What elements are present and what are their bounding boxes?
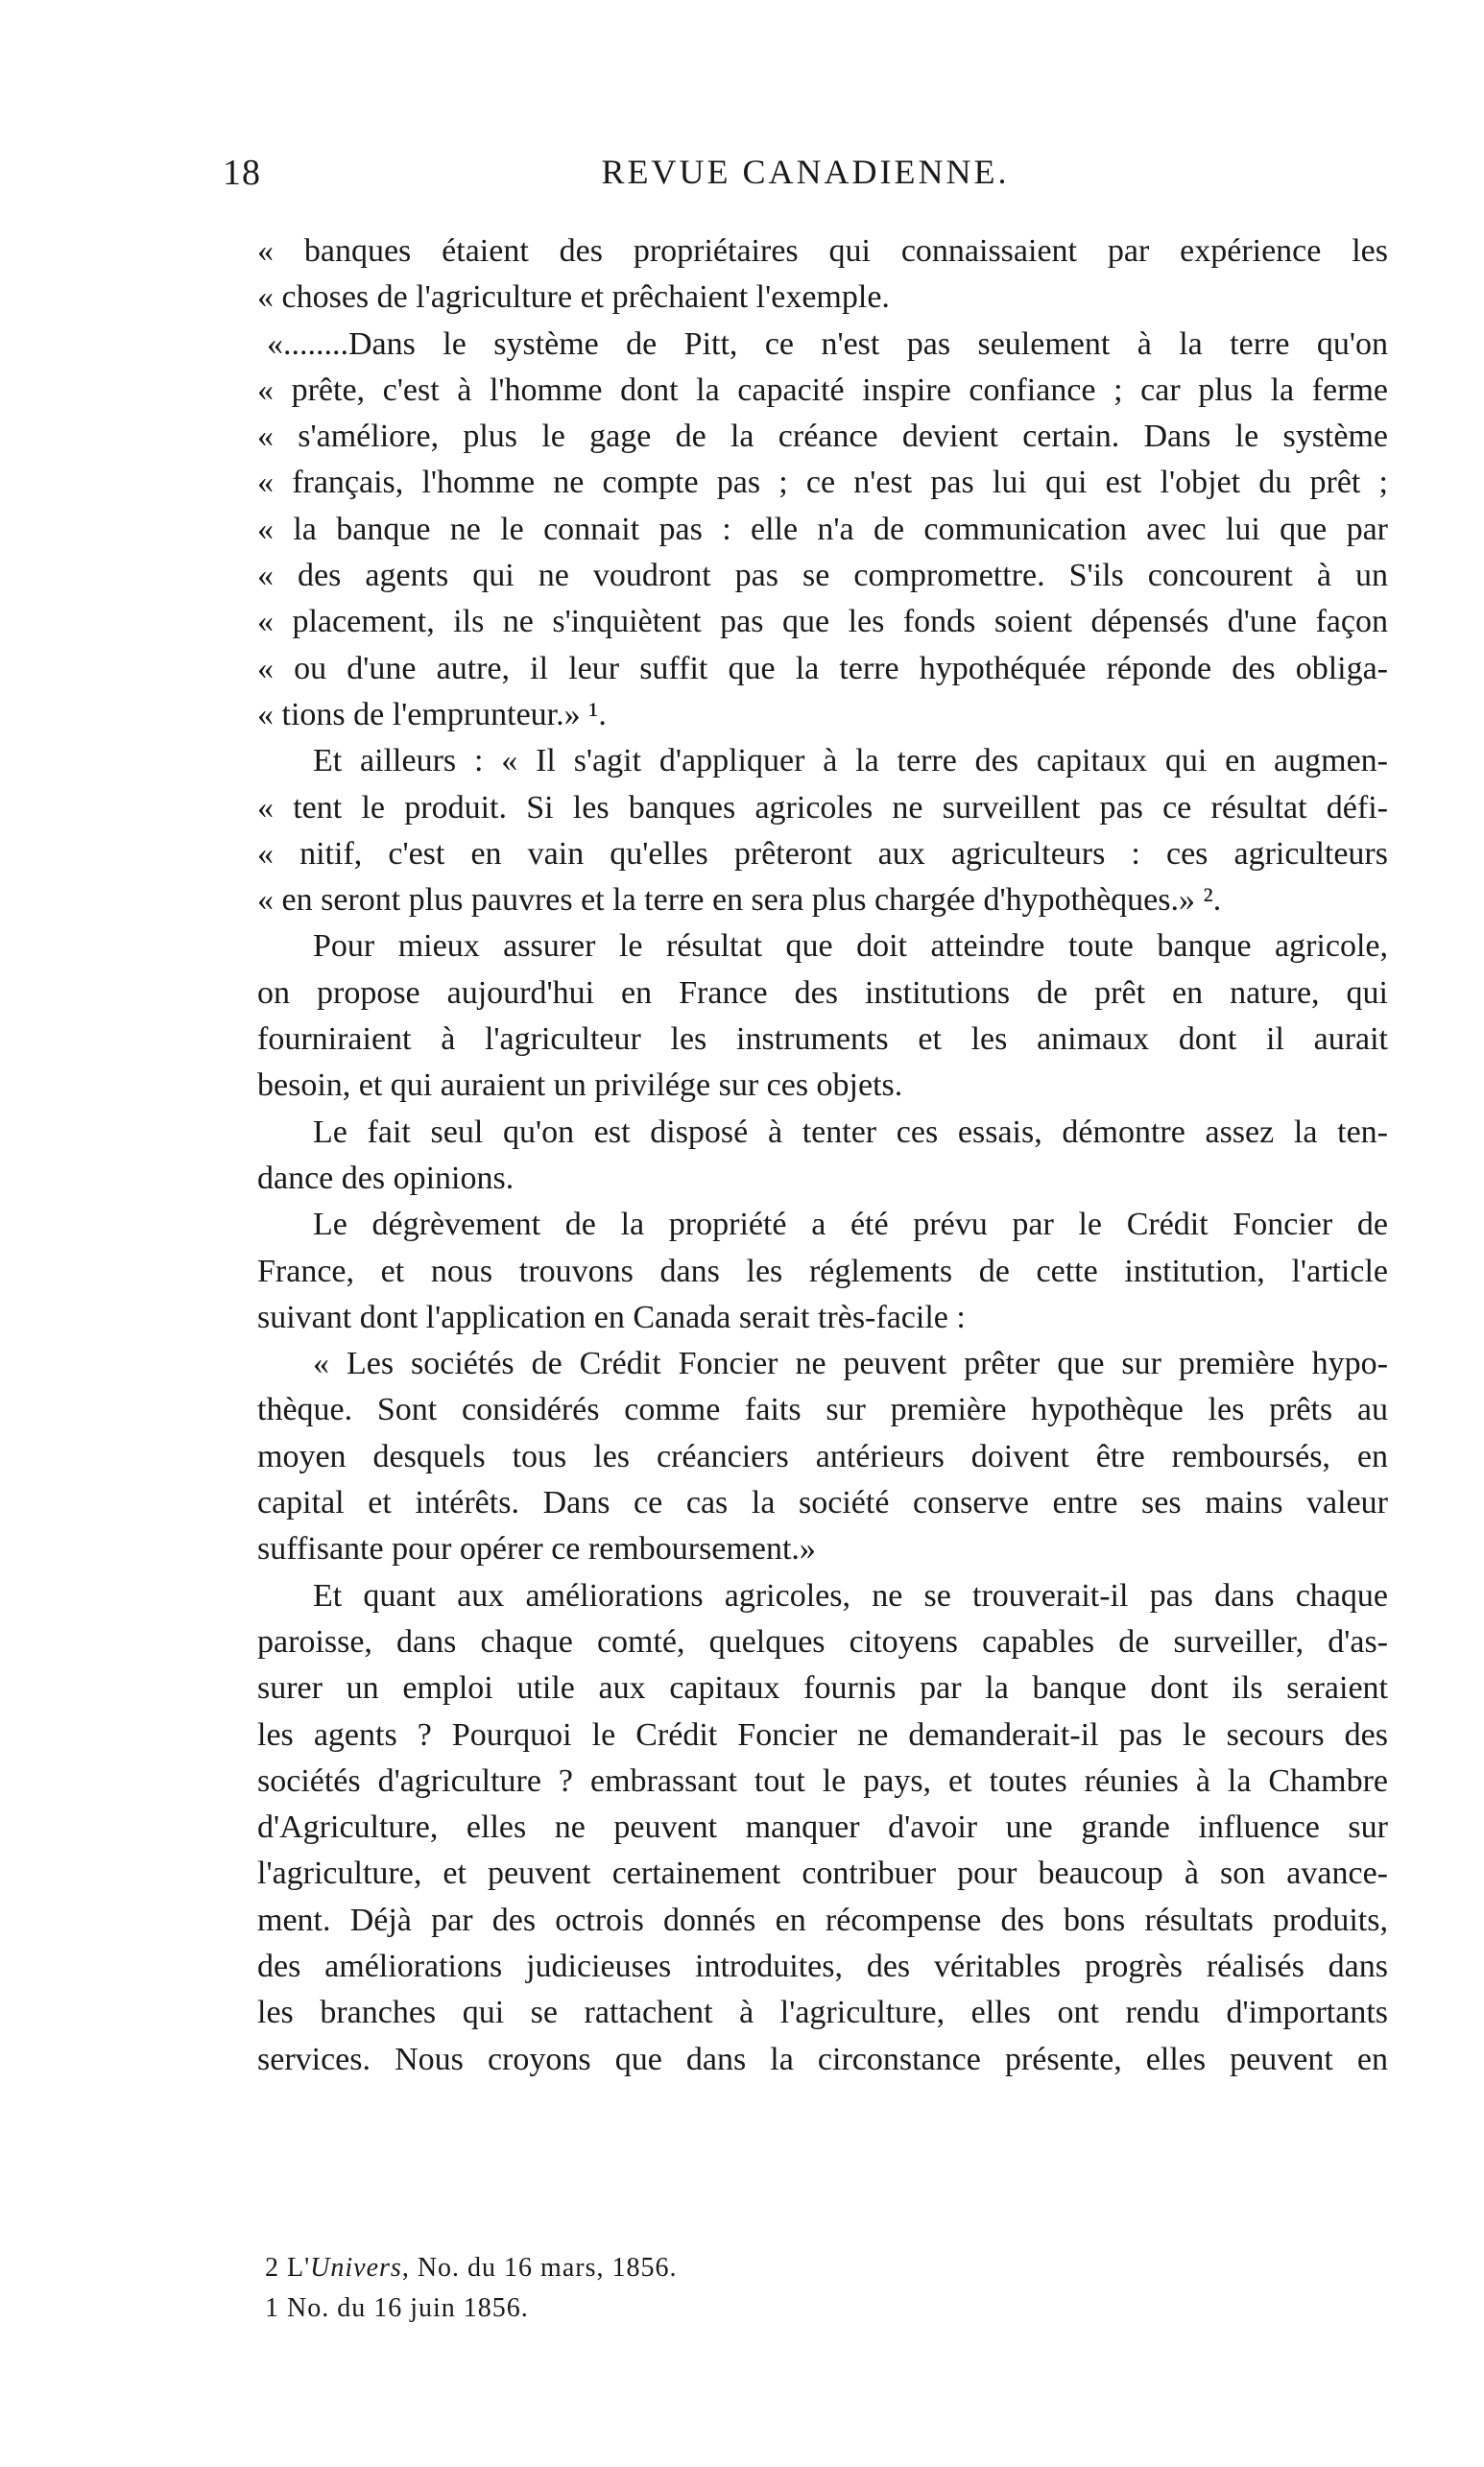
footnote-source-title: Univers bbox=[310, 2253, 402, 2283]
text-line: suffisante pour opérer ce remboursement.» bbox=[257, 1531, 816, 1568]
text-line: « français, l'homme ne compte pas ; ce n'est pas lui qui est l'objet du prêt ; bbox=[257, 465, 1388, 501]
text-line: d'Agriculture, elles ne peuvent manquer d'avoir une grande influence sur bbox=[257, 1809, 1388, 1846]
text-line: surer un emploi utile aux capitaux fournis par la banque dont ils seraient bbox=[257, 1670, 1388, 1707]
text-line: les agents ? Pourquoi le Crédit Foncier ne demanderait-il pas le secours des bbox=[257, 1716, 1388, 1753]
text-line: «........Dans le système de Pitt, ce n'est pas seulement à la terre qu'on bbox=[267, 325, 1388, 362]
text-line: besoin, et qui auraient un privilége sur ces objets. bbox=[257, 1067, 903, 1104]
text-line: des améliorations judicieuses introduites, des véritables progrès réalisés dans bbox=[257, 1948, 1388, 1984]
running-head bbox=[223, 152, 1388, 200]
text-line: l'agriculture, et peuvent certainement contribuer pour beaucoup à son avance- bbox=[257, 1856, 1388, 1892]
text-line: Et ailleurs : « Il s'agit d'appliquer à la terre des capitaux qui en augmen- bbox=[313, 743, 1388, 779]
text-line: Le dégrèvement de la propriété a été prévu par le Crédit Foncier de bbox=[313, 1207, 1388, 1243]
text-line: Pour mieux assurer le résultat que doit atteindre toute banque agricole, bbox=[313, 928, 1388, 965]
footnote-2 bbox=[265, 2248, 1321, 2288]
text-line: « tions de l'emprunteur.» ¹. bbox=[257, 696, 607, 732]
text-line: « tent le produit. Si les banques agricoles ne surveillent pas ce résultat défi- bbox=[257, 789, 1388, 826]
text-line: France, et nous trouvons dans les réglements de cette institution, l'article bbox=[257, 1253, 1388, 1289]
text-line: Et quant aux améliorations agricoles, ne se trouverait-il pas dans chaque bbox=[313, 1577, 1388, 1614]
footnote-prefix: L' bbox=[287, 2253, 311, 2283]
text-line: « en seront plus pauvres et la terre en sera plus chargée d'hypothèques.» ². bbox=[257, 882, 1222, 919]
text-line: « la banque ne le connait pas : elle n'a de communication avec lui que par bbox=[257, 511, 1388, 547]
text-line: « Les sociétés de Crédit Foncier ne peuvent prêter que sur première hypo- bbox=[313, 1346, 1388, 1382]
text-line: ment. Déjà par des octrois donnés en récompense des bons résultats produits, bbox=[257, 1902, 1388, 1938]
text-line: capital et intérêts. Dans ce cas la société conserve entre ses mains valeur bbox=[257, 1485, 1388, 1521]
text-line: « nitif, c'est en vain qu'elles prêteront aux agriculteurs : ces agriculteurs bbox=[257, 835, 1388, 872]
text-line: les branches qui se rattachent à l'agriculture, elles ont rendu d'importants bbox=[257, 1995, 1388, 2031]
text-line: dance des opinions. bbox=[257, 1160, 515, 1196]
body-text bbox=[257, 228, 1388, 2083]
text-line: paroisse, dans chaque comté, quelques citoyens capables de surveiller, d'as- bbox=[257, 1623, 1388, 1660]
text-line: sociétés d'agriculture ? embrassant tout le pays, et toutes réunies à la Chambre bbox=[257, 1762, 1388, 1799]
text-line: suivant dont l'application en Canada serait très-facile : bbox=[257, 1299, 966, 1335]
footnote-number: 2 bbox=[265, 2253, 279, 2283]
text-line: « ou d'une autre, il leur suffit que la terre hypothéquée réponde des obliga- bbox=[257, 650, 1388, 686]
text-line: Le fait seul qu'on est disposé à tenter ces essais, démontre assez la ten- bbox=[313, 1114, 1388, 1150]
text-line: « des agents qui ne voudront pas se compromettre. S'ils concourent à un bbox=[257, 558, 1388, 594]
text-line: « prête, c'est à l'homme dont la capacité inspire confiance ; car plus la ferme bbox=[257, 371, 1388, 408]
text-line: moyen desquels tous les créanciers antérieurs doivent être remboursés, en bbox=[257, 1438, 1388, 1474]
text-line: « choses de l'agriculture et prêchaient l'exemple. bbox=[257, 279, 890, 316]
text-line: « placement, ils ne s'inquiètent pas que les fonds soient dépensés d'une façon bbox=[257, 604, 1388, 640]
text-line: « banques étaient des propriétaires qui connaissaient par expérience les bbox=[257, 233, 1388, 269]
text-line: on propose aujourd'hui en France des institutions de prêt en nature, qui bbox=[257, 974, 1388, 1011]
page-number: 18 bbox=[223, 153, 261, 193]
footnote-1 bbox=[265, 2288, 1321, 2329]
text-line: services. Nous croyons que dans la circonstance présente, elles peuvent en bbox=[257, 2041, 1388, 2077]
text-line: thèque. Sont considérés comme faits sur première hypothèque les prêts au bbox=[257, 1392, 1388, 1428]
text-line: « s'améliore, plus le gage de la créance devient certain. Dans le système bbox=[257, 419, 1388, 455]
journal-title: REVUE CANADIENNE. bbox=[601, 153, 1010, 191]
footnote-text: No. du 16 juin 1856. bbox=[287, 2293, 529, 2323]
footnotes bbox=[265, 2248, 1321, 2329]
footnote-number: 1 bbox=[265, 2293, 279, 2323]
text-line: fourniraient à l'agriculteur les instruments et les animaux dont il aurait bbox=[257, 1021, 1388, 1058]
footnote-text: , No. du 16 mars, 1856. bbox=[401, 2253, 678, 2283]
